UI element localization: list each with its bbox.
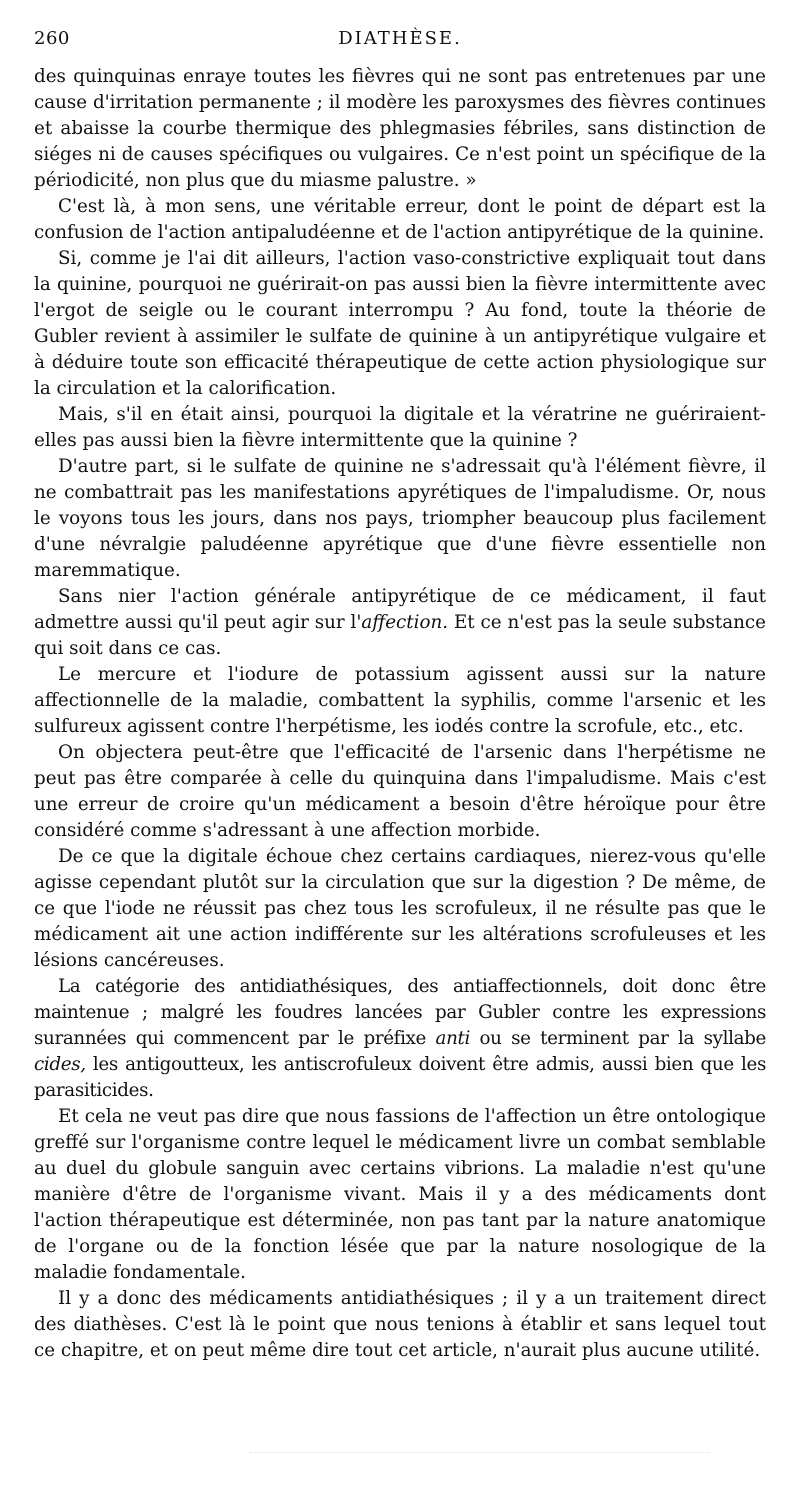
paragraph-6-italic: affection.: [361, 612, 449, 633]
running-title: DIATHÈSE.: [338, 28, 462, 49]
paragraph-6: [34, 584, 766, 662]
paragraph-10-italic-anti: anti: [435, 1028, 470, 1049]
paragraph-8: On objectera peut-être que l'efficacité de l'arsenic dans l'herpétisme ne peut pas être comparée à celle du quinquina dans l'impaludisme. Mais c'est une erreur de croire qu'un médicament a besoin d'être héroïque pour être considéré comme s'adressant à une affection morbide.: [34, 742, 766, 841]
paragraph-10-italic-cides: cides,: [34, 1054, 86, 1075]
paragraph-4: Mais, s'il en était ainsi, pourquoi la digitale et la vératrine ne guériraient-elles pas aussi bien la fièvre intermittente que la quinine ?: [34, 404, 766, 451]
page-header: [34, 28, 766, 52]
paragraph-5: D'autre part, si le sulfate de quinine ne s'adressait qu'à l'élément fièvre, il ne combattrait pas les manifestations apyrétiques de l'impaludisme. Or, nous le voyons tous les jours, dans nos pays, triompher beaucoup plus facilement d'une névralgie paludéenne apyrétique que d'une fièvre essentielle non maremmatique.: [34, 456, 766, 581]
paragraph-10-text-c: les antigoutteux, les antiscrofuleux doivent être admis, aussi bien que les parasiticides.: [34, 1054, 766, 1101]
paragraph-7: Le mercure et l'iodure de potassium agissent aussi sur la nature affectionnelle de la maladie, combattent la syphilis, comme l'arsenic et les sulfureux agissent contre l'herpétisme, les iodés contre la scrofule, etc., etc.: [34, 664, 766, 737]
paragraph-10-text-a: La catégorie des antidiathésiques, des antiaffectionnels, doit donc être maintenue ; malgré les foudres lancées par Gubler contre les expressions surannées qui commencent par le préfixe: [34, 976, 766, 1049]
body-text: [34, 64, 766, 1364]
paragraph-6-text-b: Et ce n'est pas la seule substance qui soit dans ce cas.: [34, 612, 766, 659]
paragraph-9: De ce que la digitale échoue chez certains cardiaques, nierez-vous qu'elle agisse cependant plutôt sur la circulation que sur la digestion ? De même, de ce que l'iode ne réussit pas chez tous les scrofuleux, il ne résulte pas que le médicament ait une action indifférente sur les altérations scrofuleuses et les lésions cancéreuses.: [34, 846, 766, 971]
paragraph-3: Si, comme je l'ai dit ailleurs, l'action vaso-constrictive expliquait tout dans la quinine, pourquoi ne guérirait-on pas aussi bien la fièvre intermittente avec l'ergot de seigle ou le courant interrompu ? Au fond, toute la théorie de Gubler revient à assimiler le sulfate de quinine à un antipyrétique vulgaire et à déduire toute son efficacité thérapeutique de cette action physiologique sur la circulation et la calorification.: [34, 248, 766, 399]
paragraph-12: Il y a donc des médicaments antidiathésiques ; il y a un traitement direct des diathèses. C'est là le point que nous tenions à établir et sans lequel tout ce chapitre, et on peut même dire tout cet article, n'aurait plus aucune utilité.: [34, 1288, 766, 1361]
scan-artifact-line: [250, 1446, 710, 1453]
paragraph-11: Et cela ne veut pas dire que nous fassions de l'affection un être ontologique greffé sur l'organisme contre lequel le médicament livre un combat semblable au duel du globule sanguin avec certains vibrions. La maladie n'est qu'une manière d'être de l'organisme vivant. Mais il y a des médicaments dont l'action thérapeutique est déterminée, non pas tant par la nature anatomique de l'organe ou de la fonction lésée que par la nature nosologique de la maladie fondamentale.: [34, 1106, 766, 1283]
document-page: [34, 28, 766, 1364]
paragraph-10: [34, 974, 766, 1104]
paragraph-2: C'est là, à mon sens, une véritable erreur, dont le point de départ est la confusion de l'action antipaludéenne et de l'action antipyrétique de la quinine.: [34, 196, 766, 243]
paragraph-6-text-a: Sans nier l'action générale antipyrétique de ce médicament, il faut admettre aussi qu'il peut agir sur l': [34, 586, 766, 633]
page-number: 260: [34, 28, 70, 49]
paragraph-10-text-b: ou se terminent par la syllabe: [470, 1028, 766, 1049]
paragraph-1: des quinquinas enraye toutes les fièvres qui ne sont pas entretenues par une cause d'irritation permanente ; il modère les paroxysmes des fièvres continues et abaisse la courbe thermique des phlegmasies fébriles, sans distinction de siéges ni de causes spécifiques ou vulgaires. Ce n'est point un spécifique de la périodicité, non plus que du miasme palustre. »: [34, 66, 766, 191]
